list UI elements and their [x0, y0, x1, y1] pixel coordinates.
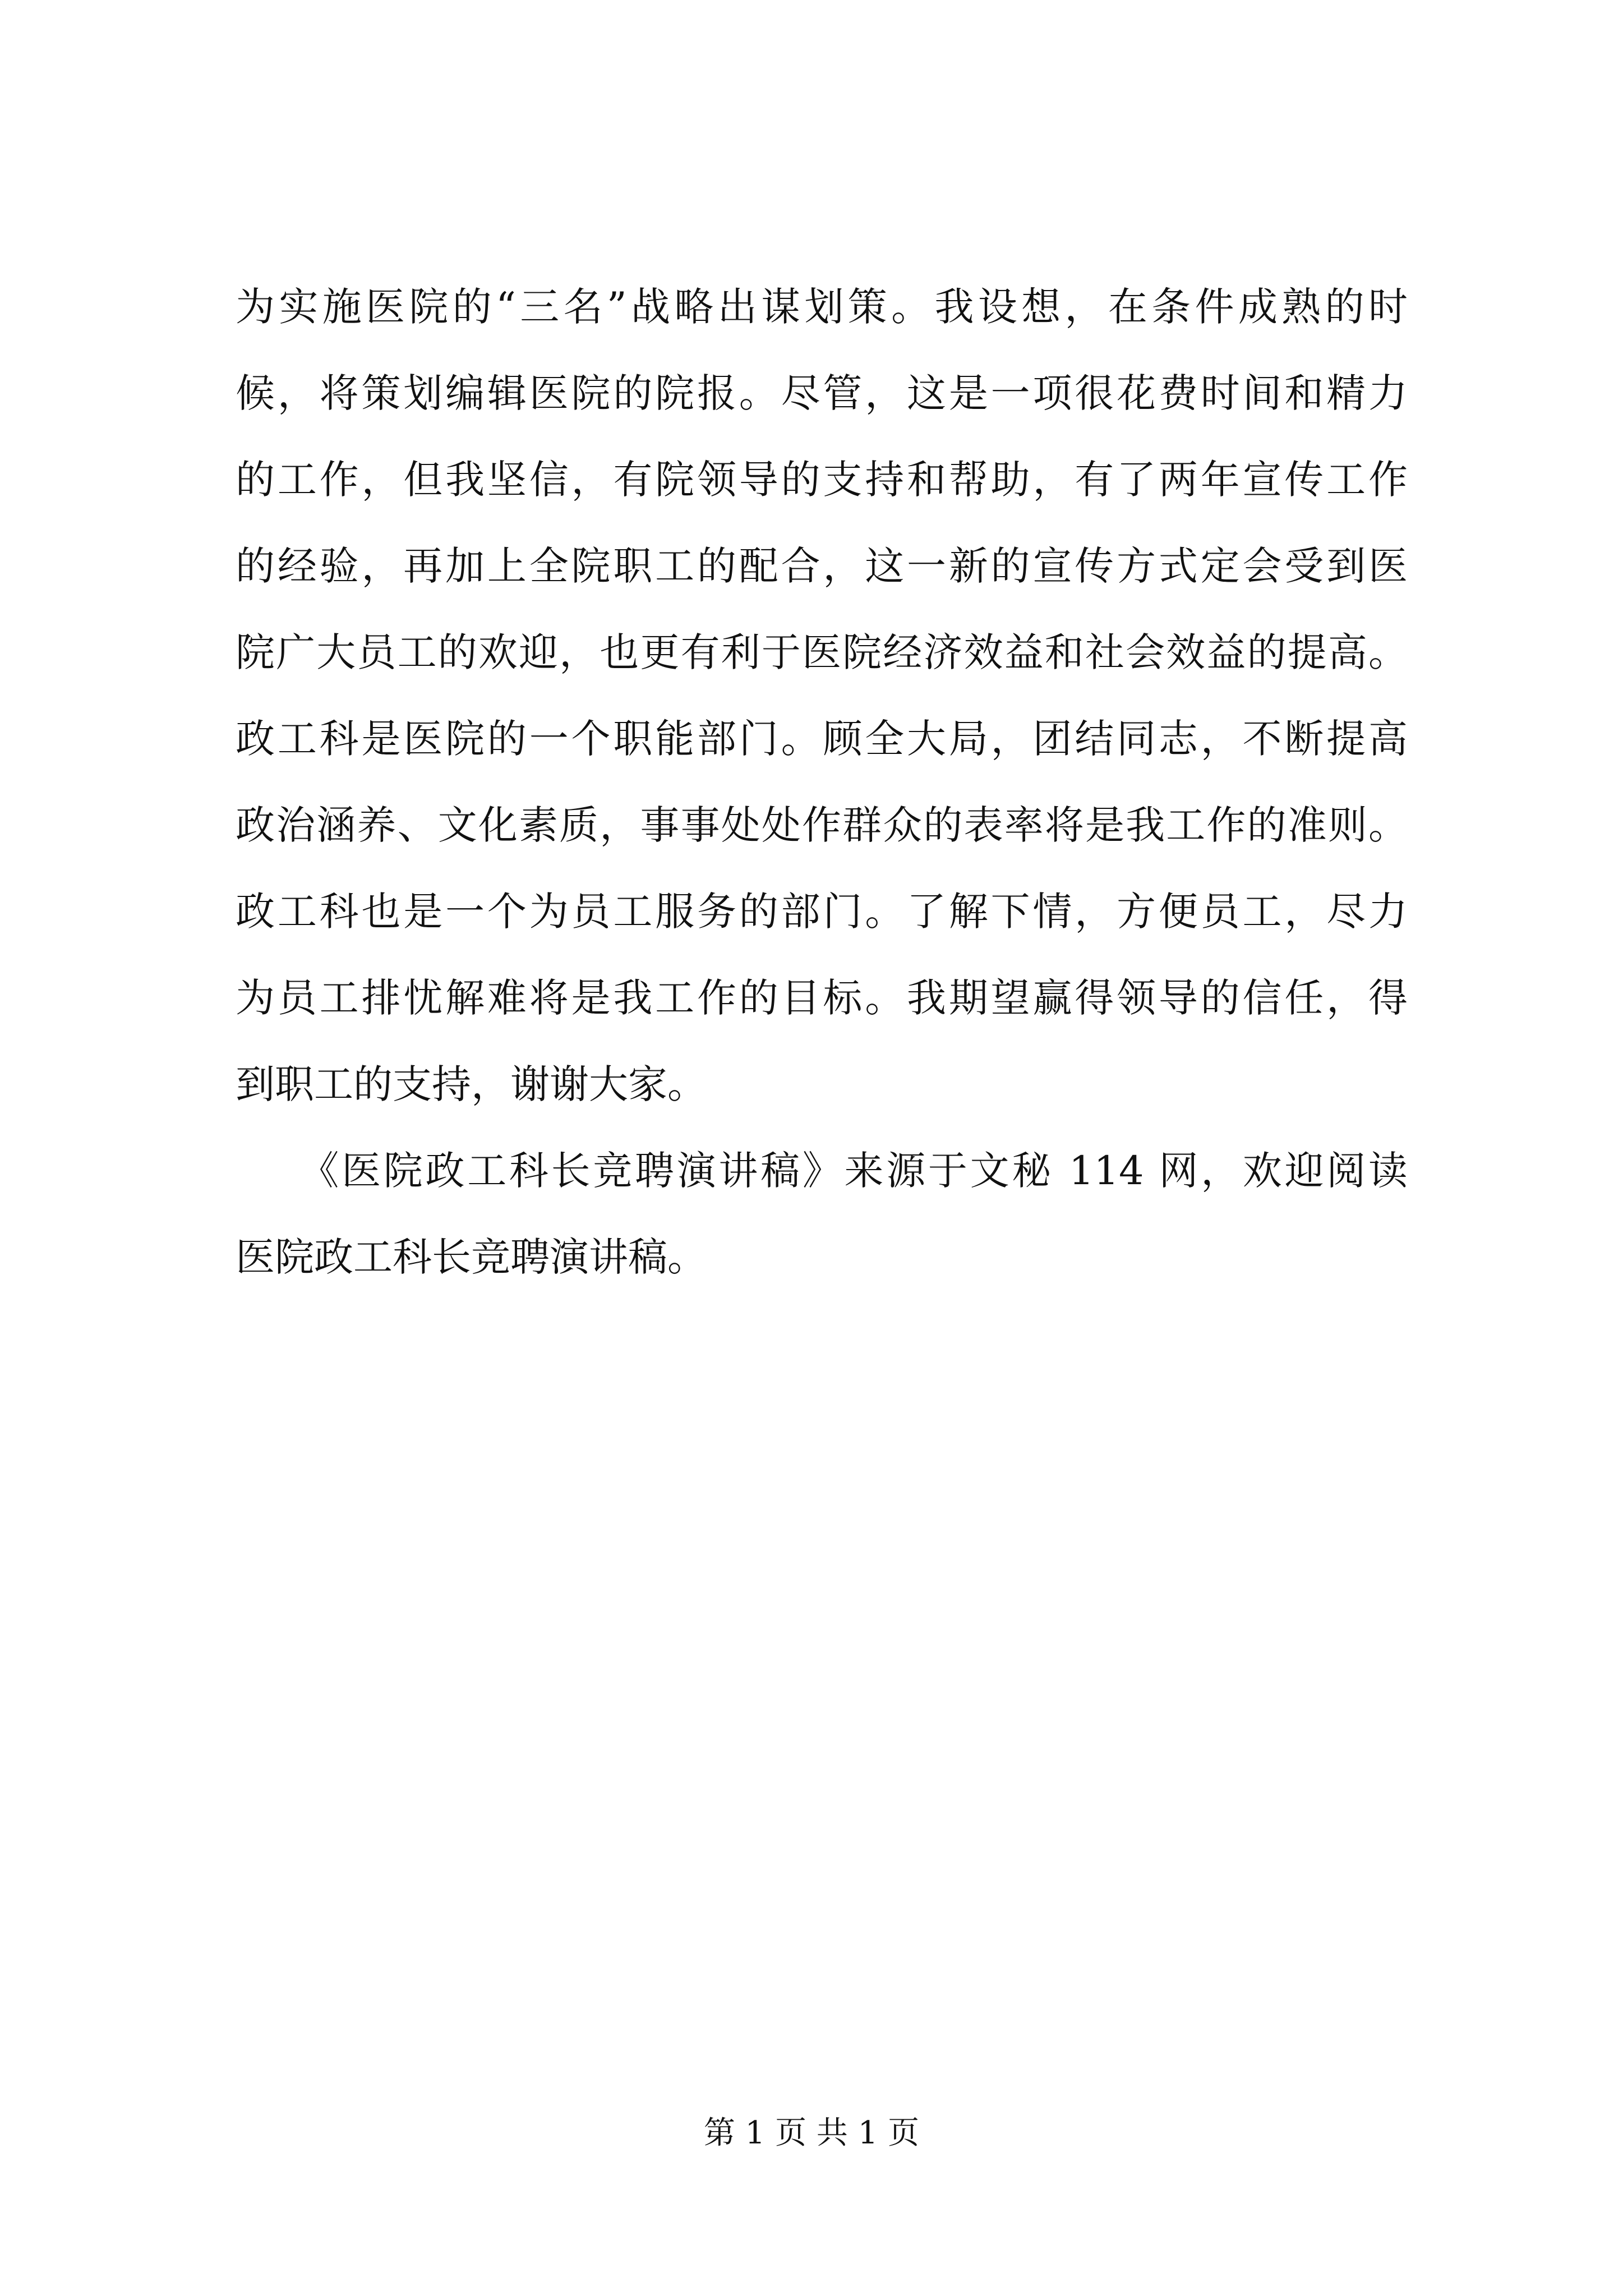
text-line: 政工科是医院的一个职能部门。顾全大局，团结同志，不断提高 — [236, 716, 1408, 762]
text-line: 到职工的支持，谢谢大家。 — [236, 1061, 707, 1107]
page-footer — [0, 2114, 1623, 2153]
text-line: 《医院政工科长竞聘演讲稿》来源于文秘 114 网，欢迎阅读 — [236, 1148, 1408, 1194]
text-line: 的经验，再加上全院职工的配合，这一新的宣传方式定会受到医 — [236, 543, 1408, 589]
text-line: 为实施医院的“三名”战略出谋划策。我设想，在条件成熟的时 — [236, 284, 1408, 330]
text-line: 政工科也是一个为员工服务的部门。了解下情，方便员工，尽力 — [236, 889, 1408, 935]
text-line: 为员工排忧解难将是我工作的目标。我期望赢得领导的信任，得 — [236, 975, 1408, 1021]
document-body — [236, 264, 1408, 1300]
paragraph-1 — [236, 264, 1408, 1128]
text-line: 的工作，但我坚信，有院领导的支持和帮助，有了两年宣传工作 — [236, 457, 1408, 503]
text-line: 医院政工科长竞聘演讲稿。 — [236, 1234, 707, 1280]
page-number: 第 1 页 共 1 页 — [703, 2115, 920, 2151]
paragraph-2 — [236, 1128, 1408, 1300]
text-line: 候，将策划编辑医院的院报。尽管，这是一项很花费时间和精力 — [236, 370, 1408, 416]
text-line: 院广大员工的欢迎，也更有利于医院经济效益和社会效益的提高。 — [236, 629, 1408, 675]
text-line: 政治涵养、文化素质，事事处处作群众的表率将是我工作的准则。 — [236, 802, 1408, 848]
